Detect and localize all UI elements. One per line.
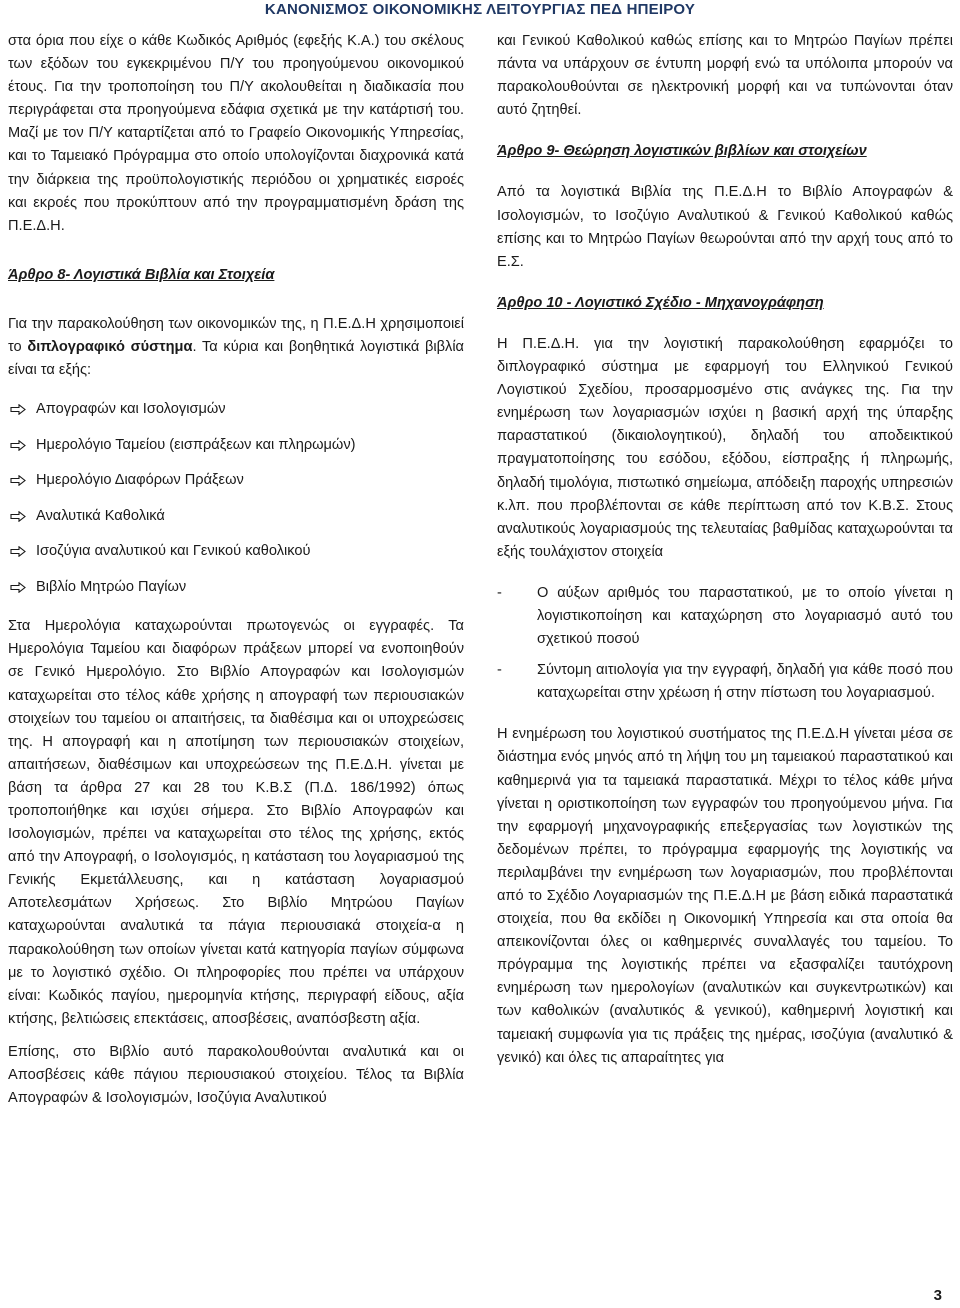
article-9-prefix: Άρθρο 9 <box>497 143 555 160</box>
right-arrow-icon <box>10 475 26 486</box>
right-arrow-icon <box>10 546 26 557</box>
document-header: ΚΑΝΟΝΙΣΜΟΣ ΟΙΚΟΝΟΜΙΚΗΣ ΛΕΙΤΟΥΡΓΙΑΣ ΠΕΔ ΗΠΕΙΡΟΥ <box>264 1 696 18</box>
right-arrow-icon <box>10 511 26 522</box>
article-9-heading <box>497 140 953 163</box>
book-label: Αναλυτικά Καθολικά <box>36 507 165 524</box>
book-label: Βιβλίο Μητρώο Παγίων <box>36 578 187 595</box>
book-label: Ημερολόγιο Διαφόρων Πράξεων <box>36 472 244 489</box>
dash-bullet: - <box>497 584 502 601</box>
article-8-prefix: Άρθρο 8 <box>8 266 66 283</box>
list-item <box>8 392 464 428</box>
article-8-text-a: Για την παρακολούθηση των οικονομικών της, η Π.Ε.Δ.Η χρησιμοποιεί το <box>8 315 464 356</box>
book-label: Ισοζύγια αναλυτικού και Γενικού καθολικού <box>36 543 311 560</box>
list-item <box>8 428 464 464</box>
dash-bullet: - <box>497 662 502 679</box>
system-update-paragraph: Η ενημέρωση του λογιστικού συστήματος της Π.Ε.Δ.Η γίνεται μέσα σε διάστημα ενός μηνός από τη λήψη του μη ταμειακού παραστατικού και καθημερινά για τα ταμειακά παραστατικά. Μέχρι το τέλος κάθε μήνα γίνεται η οριστικοποίηση των εγγραφών του προηγούμενου μήνα. Για την εφαρμογή μηχανογραφικής επεξεργασίας των λογιστικών της δεδομένων πρέπει, το πρόγραμμα εφαρμογής της λογιστικής να περιλαμβάνει την ενημέρωση των λογαριασμών, που προβλέπονται από το Σχέδιο Λογαριασμών της Π.Ε.Δ.Η με βάση ειδικά παραστατικά στοιχεία, που θα εκδίδει η Οικονομική Υπηρεσία και στα οποία θα απεικονίζονται όλες οι καθημερινές συναλλαγές του ταμείου. Το πρόγραμμα της λογιστικής πρέπει να εξασφαλίζει ταυτόχρονη ενημέρωση των ημερολογίων (αναλυτικών και συγκεντρωτικών) και των καθολικών (αναλυτικός & γενικού), καθημερινή λογιστική και ταμειακή συμφωνία για τις πράξεις της ημέρας, ισοζύγια (αναλυτικό & γενικό) και όλες τις απαραίτητες για <box>497 726 953 1066</box>
right-intro-paragraph: και Γενικού Καθολικού καθώς επίσης και το Μητρώο Παγίων πρέπει πάντα να υπάρχουν σε έντυπη μορφή ενώ τα υπόλοιπα μπορούν να παρακολουθούνται σε ηλεκτρονική μορφή και να τυπώνονται όταν αυτό ζητηθεί. <box>497 33 953 119</box>
article-9-title: - Θεώρηση λογιστικών βιβλίων και στοιχείων <box>554 143 867 160</box>
journals-paragraph: Στα Ημερολόγια καταχωρούνται πρωτογενώς οι εγγραφές. Τα Ημερολόγια Ταμείου και διαφόρων πράξεων μπορεί να ενοποιηθούν σε Γενικό Ημερολόγιο. Στο Βιβλίο Απογραφών και Ισολογισμών καταχωρείται στο τέλος κάθε χρήσης η απογραφή των περιουσιακών στοιχείων του ταμείου οι απαιτήσεις, τα διαθέσιμα και οι υποχρεώσεις της. Η απογραφή και η αποτίμηση των περιουσιακών στοιχείων, απαιτήσεων, διαθέσιμων και υποχρεώσεων της Π.Ε.Δ.Η. γίνεται με βάση τα άρθρα 27 και 28 του Κ.Β.Σ (Π.Δ. 186/1992) όπως τροποποιήθηκε και ισχύει σήμερα. Στο Βιβλίο Απογραφών και Ισολογισμών, πρέπει να καταχωρείται στο τέλος της χρήσης, εκτός από την Απογραφή, ο Ισολογισμός, η κατάσταση του λογαριασμού της Γενικής Εκμετάλλευσης, και η κατάσταση λογαριασμού Αποτελεσμάτων Χρήσεως. Στο Βιβλίο Μητρώου Παγίων καταχωρούνται αναλυτικά τα πάγια περιουσιακά στοιχεία-α η παρακολούθηση των οποίων γίνεται κατά κατηγορία παγίων σύμφωνα με το λογιστικό σχέδιο. Οι πληροφορίες που πρέπει να υπάρχουν είναι: Κωδικός παγίου, ημερομηνία κτήσης, περιγραφή είδους, αξία κτήσης, βελτιώσεις επεκτάσεις, αποσβέσεις, αναπόσβεστη αξία. <box>8 618 464 1027</box>
article-8-text-b: . Τα κύρια και βοηθητικά λογιστικά βιβλία είναι τα εξής: <box>8 339 464 379</box>
article-10-title: - Λογιστικό Σχέδιο - Μηχανογράφηση <box>562 294 824 311</box>
right-arrow-icon <box>10 582 26 593</box>
article-10-prefix: Άρθρο 10 <box>497 294 563 311</box>
list-item <box>497 659 953 705</box>
book-label: Ημερολόγιο Ταμείου (εισπράξεων και πληρωμών) <box>36 436 356 453</box>
list-item <box>8 534 464 570</box>
article-8-title: - Λογιστικά Βιβλία και Στοιχεία <box>65 266 275 283</box>
books-list <box>8 392 464 605</box>
dash-item-text: Ο αύξων αριθμός του παραστατικού, με το οποίο γίνεται η λογιστικοποίηση και καταχώρηση στο λογαριασμό αυτό του σχετικού ποσού <box>537 584 953 648</box>
left-intro-paragraph: στα όρια που είχε ο κάθε Κωδικός Αριθμός (εφεξής Κ.Α.) του σκέλους των εξόδων του εγκεκριμένου Π/Υ του προηγούμενου οικονομικού έτους. Για την τροποποίηση του Π/Υ ακολουθείται η διαδικασία που περιγράφεται στα προηγούμενα εδάφια σχετικά με την κατάρτισή του. Μαζί με τον Π/Υ καταρτίζεται από το Γραφείο Οικονομικής Υπηρεσίας, και το Ταμειακό Πρόγραμμα στο οποίο υπολογίζονται διαχρονικά κατά την διάρκεια της προϋπολογιστικής περιόδου οι χρηματικές εισροές και εκροές που προκύπτουν από την προγραμματισμένη δράση της Π.Ε.Δ.Η. <box>8 33 464 234</box>
list-item <box>8 570 464 606</box>
double-entry-term: διπλογραφικό σύστημα <box>27 339 193 356</box>
article-10-paragraph: Η Π.Ε.Δ.Η. για την λογιστική παρακολούθηση εφαρμόζει το διπλογραφικό σύστημα με εφαρμογή του Ελληνικού Γενικού Λογιστικού Σχεδίου, προσαρμοσμένο στις ανάγκες της. Για την ενημέρωση των λογαριασμών ισχύει η βασική αρχή της ύπαρξης παραστατικού (δικαιολογητικού), δηλαδή του αποδεικτικού πραγματοποίησης του εσόδου, εξόδου, είσπραξης ή πληρωμής, δηλαδή τιμολόγια, πιστωτικό σημείωμα, απόδειξη παροχής υπηρεσιών κ.λπ. που προβλέπονται σε κάθε περίπτωση από τον Κ.Β.Σ. Στους αναλυτικούς λογαριασμούς της τελευταίας βαθμίδας καταχωρούνται τα εξής τουλάχιστον στοιχεία <box>497 335 953 560</box>
left-column <box>8 30 464 1110</box>
right-arrow-icon <box>10 440 26 451</box>
right-column <box>497 30 953 1070</box>
book-label: Απογραφών και Ισολογισμών <box>36 401 226 418</box>
depreciation-paragraph: Επίσης, στο Βιβλίο αυτό παρακολουθούνται αναλυτικά και οι Αποσβέσεις κάθε πάγιου περιουσιακού στοιχείου. Τέλος τα Βιβλία Απογραφών & Ισολογισμών, Ισοζύγια Αναλυτικού <box>8 1043 464 1107</box>
article-10-heading <box>497 292 953 315</box>
list-item <box>8 463 464 499</box>
article-9-paragraph: Από τα λογιστικά Βιβλία της Π.Ε.Δ.Η το Βιβλίο Απογραφών & Ισολογισμών, το Ισοζύγιο Αναλυτικού & Γενικού Καθολικού καθώς επίσης και το Μητρώο Παγίων θεωρούνται από την αρχή τους από το Ε.Σ. <box>497 184 953 270</box>
page-number: 3 <box>933 1287 942 1304</box>
article-8-heading <box>8 264 464 287</box>
right-arrow-icon <box>10 404 26 415</box>
dash-item-text: Σύντομη αιτιολογία για την εγγραφή, δηλαδή για κάθε ποσό που καταχωρείται στην χρέωση ή στην πίστωση του λογαριασμού. <box>537 662 953 702</box>
article-8-paragraph <box>8 313 464 382</box>
required-fields-list <box>497 582 953 705</box>
list-item <box>8 499 464 535</box>
list-item <box>497 582 953 651</box>
